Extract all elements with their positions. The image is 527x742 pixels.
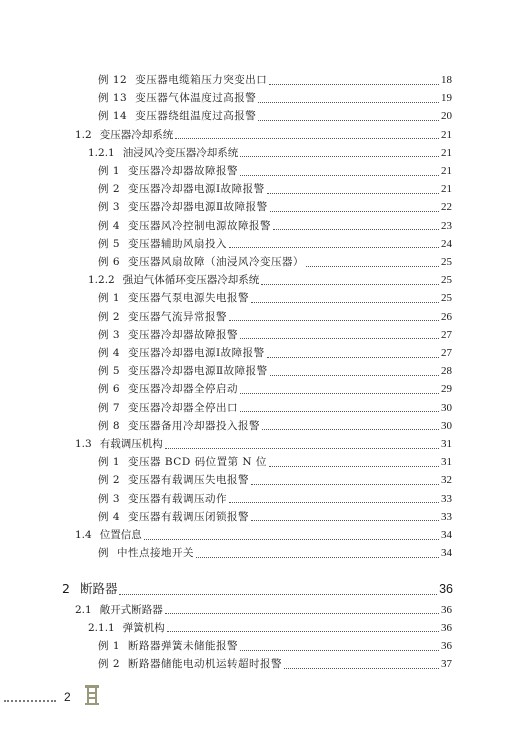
toc-entry-label [98,162,238,180]
toc-entry-page: 25 [441,256,452,268]
toc-leader-dots [273,229,439,230]
toc-entry-page: 21 [441,128,452,141]
toc-leader-dots [251,520,439,521]
toc-entry-number: 1.2 [75,128,92,141]
toc-entry-label [98,107,256,125]
toc-entry-page: 36 [439,582,453,597]
toc-entry-page: 26 [441,310,452,323]
toc-entry-number: 例 2 [98,658,121,671]
toc-entry [98,544,452,562]
toc-entry-title: 变压器风冷控制电源故障报警 [128,219,272,232]
toc-entry-label [98,399,238,417]
toc-entry-title: 变压器有载调压失电报警 [128,474,250,487]
toc-entry [98,344,452,362]
toc-entry-title: 变压器有载调压闭锁报警 [128,510,250,523]
toc-entry-title: 断路器储能电动机运转超时报警 [128,658,283,671]
toc-entry-title: 变压器有载调压动作 [128,492,228,505]
toc-entry-number: 1.4 [75,529,92,541]
toc-entry-title: 变压器冷却器故障报警 [128,328,239,341]
toc-entry-number: 例 1 [98,640,121,652]
toc-leader-dots [251,302,439,303]
toc-leader-dots [240,338,439,339]
toc-entry-title: 位置信息 [99,529,142,541]
toc-entry-number: 例 5 [98,237,121,250]
toc-entry-number: 1.2.2 [88,274,115,287]
toc-entry-title: 变压器电缆箱压力突变出口 [135,74,268,86]
toc-leader-dots [229,247,439,248]
toc-entry-page: 23 [441,219,452,232]
toc-entry-page: 33 [441,492,452,505]
toc-entry-page: 21 [441,165,452,177]
toc-leader-dots [258,120,439,121]
toc-leader-dots [240,393,439,394]
toc-leader-dots [251,484,439,485]
toc-entry-title: 变压器冷却器全停出口 [128,401,239,414]
toc-entry-number: 例 3 [98,201,121,214]
toc-entry-title: 变压器备用冷却器投入报警 [128,419,261,432]
toc-entry-label [98,417,260,435]
toc-entry [98,453,452,471]
toc-entry-page: 21 [441,146,452,159]
toc-leader-dots [240,175,439,176]
toc-entry-label [75,126,173,144]
toc-entry-label [98,362,268,380]
toc-entry [98,399,452,417]
toc-entry [75,526,452,544]
toc-entry-number: 例 1 [98,292,121,305]
toc-leader-dots [240,156,439,157]
toc-leader-dots [196,557,439,558]
toc-entry-title: 有载调压机构 [99,438,163,450]
toc-entry [88,619,452,637]
toc-entry-number: 例 2 [98,310,121,323]
toc-entry-label [75,435,163,453]
footer-dotted-rule [4,700,56,702]
toc-leader-dots [269,84,439,85]
toc-entry [98,362,452,380]
toc-entry-number: 例 4 [98,510,121,523]
toc-leader-dots [267,357,439,358]
toc-entry-title: 变压器冷却器全停启动 [128,383,239,396]
toc-entry-label [98,253,304,271]
toc-entry-number: 例 3 [98,492,121,505]
toc-leader-dots [229,502,439,503]
toc-entry-page: 34 [441,547,452,560]
toc-leader-dots [229,320,439,321]
toc-entry-number: 例 4 [98,219,121,232]
toc-entry-title: 中性点接地开关 [117,547,194,560]
toc-entry-label [98,198,268,216]
toc-entry-number: 例 8 [98,419,121,432]
toc-entry [98,471,452,489]
toc-entry-number: 例 7 [98,401,121,414]
toc-entry [98,180,452,198]
toc-entry-page: 30 [441,401,452,414]
toc-entry-page: 18 [441,74,452,86]
toc-entry-title: 变压器风扇故障（油浸风冷变压器） [128,256,305,268]
toc-entry-title: 变压器冷却器电源Ⅰ故障报警 [128,347,265,359]
toc-leader-dots [306,266,439,267]
toc-leader-dots [119,594,437,595]
toc-leader-dots [144,539,439,540]
toc-entry-page: 36 [441,603,452,616]
toc-entry-page: 33 [441,510,452,523]
toc-entry-number: 1.3 [75,438,92,450]
toc-entry-number: 例 2 [98,183,121,196]
toc-entry-number: 2 [62,581,70,597]
toc-entry-title: 油浸风冷变压器冷却系统 [122,146,239,159]
toc-entry-number: 例 5 [98,365,121,378]
toc-entry-label [98,217,271,235]
toc-entry [98,253,452,271]
toc-entry-label [98,71,267,89]
toc-entry [98,107,452,125]
toc-entry-label [62,580,117,598]
toc-entry [98,308,452,326]
toc-entry-page: 28 [441,365,452,378]
toc-entry-number: 例 1 [98,456,121,469]
toc-entry-label [75,526,142,544]
toc-entry-label [88,271,259,289]
toc-entry-title: 强迫气体循环变压器冷却系统 [122,274,260,287]
toc-entry-number: 例 [98,547,109,560]
toc-entry-number: 1.2.1 [88,146,115,159]
toc-entry-label [98,544,194,562]
toc-entry-page: 30 [441,419,452,432]
toc-entry-title: 变压器气泵电源失电报警 [128,292,250,305]
toc-entry [98,235,452,253]
toc-entry-label [98,471,249,489]
toc-entry [98,71,452,89]
toc-entry-label [98,380,238,398]
toc-entry [62,580,453,598]
toc-entry [98,655,452,673]
toc-entry-label [98,235,227,253]
toc-entry-page: 24 [441,237,452,250]
toc-entry-title: 变压器 BCD 码位置第 N 位 [128,456,267,469]
footer-page-number: 2 [64,690,71,704]
toc-leader-dots [165,613,439,614]
toc-entry-title: 变压器冷却器故障报警 [128,165,239,177]
toc-entry-label [88,144,238,162]
toc-leader-dots [262,429,439,430]
toc-entry [75,601,452,619]
toc-entry-title: 变压器冷却器电源Ⅱ故障报警 [128,365,268,378]
toc-entry [98,198,452,216]
toc-entry [98,380,452,398]
toc-leader-dots [258,102,439,103]
toc-entry-title: 变压器气流异常报警 [128,310,228,323]
toc-leader-dots [269,466,439,467]
toc-entry [98,326,452,344]
toc-entry [88,144,452,162]
toc-entry [98,637,452,655]
toc-entry-number: 2.1.1 [88,621,115,634]
toc-entry [98,417,452,435]
toc-entry-number: 例 13 [98,92,128,105]
toc-entry-number: 例 4 [98,347,121,359]
toc-entry [98,89,452,107]
toc-entry-title: 弹簧机构 [122,621,165,634]
toc-entry-title: 变压器冷却器电源Ⅰ故障报警 [128,183,265,196]
toc-entry-number: 例 6 [98,383,121,396]
toc-entry-number: 例 14 [98,110,128,123]
toc-entry [75,435,452,453]
toc-entry-page: 36 [441,621,452,634]
toc-entry [98,217,452,235]
toc-leader-dots [267,193,439,194]
toc-entry [98,490,452,508]
toc-entry-page: 27 [441,347,452,359]
toc-entry-label [98,453,267,471]
toc-leader-dots [270,211,439,212]
toc-entry [88,271,452,289]
toc-entry-page: 22 [441,201,452,214]
toc-entry-label [98,89,256,107]
toc-leader-dots [165,448,439,449]
toc-entry [98,508,452,526]
toc-entry-label [75,601,163,619]
toc-entry-label [98,289,249,307]
toc-entry-label [88,619,165,637]
toc-entry-page: 37 [441,658,452,671]
toc-entry-page: 31 [441,456,452,469]
toc-entry-title: 断路器弹簧未储能报警 [128,640,239,652]
toc-entry-title: 敞开式断路器 [99,603,163,616]
toc-entry-label [98,490,227,508]
toc-entry-label [98,655,282,673]
toc-entry-number: 例 12 [98,74,128,86]
toc-entry [98,289,452,307]
toc-entry-label [98,326,238,344]
toc-entry-number: 例 1 [98,165,121,177]
toc-entry-title: 变压器辅助风扇投入 [128,237,228,250]
toc-entry-page: 34 [441,529,452,541]
toc-entry-page: 19 [441,92,452,105]
toc-entry-label [98,180,265,198]
toc-entry-page: 25 [441,274,452,287]
toc-entry-label [98,344,265,362]
toc-entry-number: 例 6 [98,256,121,268]
toc-leader-dots [270,375,439,376]
toc-leader-dots [167,631,439,632]
toc-entry-page: 32 [441,474,452,487]
toc-entry-title: 断路器 [79,581,118,597]
toc-entry-label [98,637,238,655]
book-logo-icon [84,684,100,706]
toc-entry-number: 例 2 [98,474,121,487]
toc-entry-title: 变压器气体温度过高报警 [135,92,257,105]
toc-entry-page: 21 [441,183,452,196]
toc-entry-title: 变压器绕组温度过高报警 [135,110,257,123]
toc-entry-page: 31 [441,438,452,450]
toc-entry-page: 25 [441,292,452,305]
toc-leader-dots [240,650,439,651]
toc-entry-page: 36 [441,640,452,652]
toc-leader-dots [240,411,439,412]
toc-leader-dots [261,284,439,285]
toc-entry-label [98,308,227,326]
toc-entry-label [98,508,249,526]
toc-entry-title: 变压器冷却器电源Ⅱ故障报警 [128,201,268,214]
toc-entry [98,162,452,180]
toc-entry-number: 例 3 [98,328,121,341]
toc-leader-dots [175,138,439,139]
toc-entry-number: 2.1 [75,603,92,616]
toc-entry-page: 20 [441,110,452,123]
toc-entry-page: 29 [441,383,452,396]
toc-entry-title: 变压器冷却系统 [99,128,174,141]
toc-entry-page: 27 [441,328,452,341]
toc-entry [75,126,452,144]
toc-leader-dots [284,668,439,669]
